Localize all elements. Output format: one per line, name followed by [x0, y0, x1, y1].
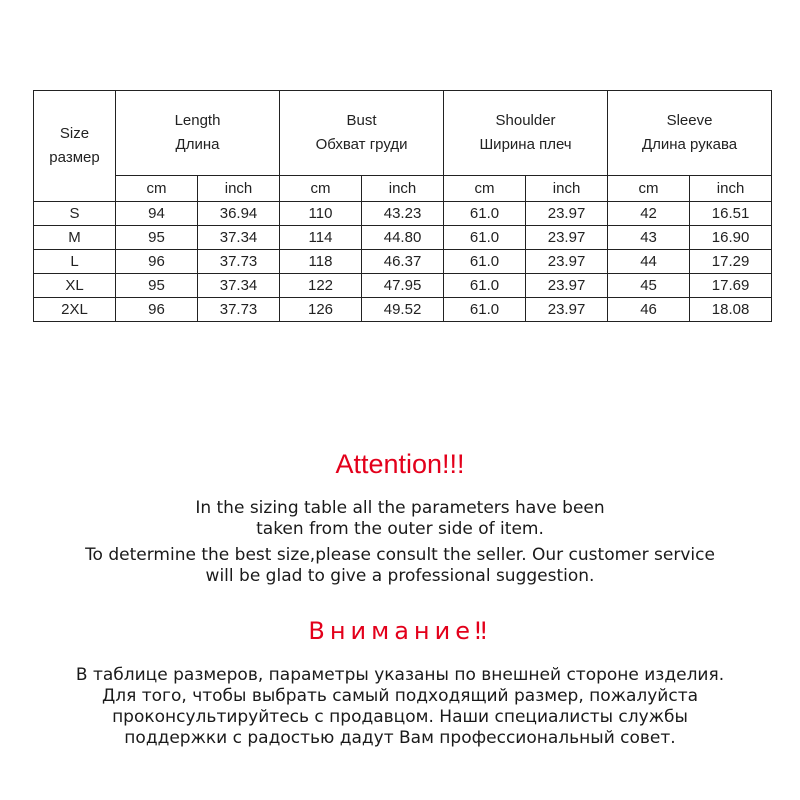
table-cell: 114 — [280, 226, 362, 250]
notice-en-paragraph-1 — [0, 498, 800, 540]
table-cell: 46.37 — [362, 250, 444, 274]
table-cell: 23.97 — [526, 226, 608, 250]
table-cell: 44 — [608, 250, 690, 274]
unit-header: cm — [280, 176, 362, 202]
size-chart-table — [33, 90, 772, 322]
notice-en-line: To determine the best size,please consult the seller. Our customer service — [85, 545, 715, 565]
table-cell: 36.94 — [198, 202, 280, 226]
table-cell: 37.73 — [198, 250, 280, 274]
unit-header: cm — [116, 176, 198, 202]
size-header-en: Size — [59, 125, 90, 142]
table-cell: 96 — [116, 298, 198, 322]
table-cell: 95 — [116, 274, 198, 298]
table-cell: 43 — [608, 226, 690, 250]
table-cell: 16.90 — [690, 226, 772, 250]
size-header — [34, 91, 116, 202]
table-cell: L — [34, 250, 116, 274]
table-cell: 42 — [608, 202, 690, 226]
attention-title-en: Attention!!! — [335, 449, 465, 479]
notice-en-paragraph-2 — [0, 545, 800, 587]
table-cell: 61.0 — [444, 274, 526, 298]
table-cell: S — [34, 202, 116, 226]
table-row — [34, 250, 772, 274]
notice-ru-line: Для того, чтобы выбрать самый подходящий размер, пожалуйста — [101, 686, 699, 706]
table-cell: 61.0 — [444, 250, 526, 274]
notice-en-line: will be glad to give a professional suggestion. — [205, 566, 595, 586]
length-header — [116, 91, 280, 176]
sleeve-header-en: Sleeve — [666, 112, 713, 129]
length-header-ru: Длина — [175, 136, 220, 153]
unit-header: inch — [526, 176, 608, 202]
table-cell: 17.29 — [690, 250, 772, 274]
table-cell: M — [34, 226, 116, 250]
unit-header: inch — [198, 176, 280, 202]
unit-header: cm — [444, 176, 526, 202]
table-cell: 61.0 — [444, 226, 526, 250]
table-cell: 95 — [116, 226, 198, 250]
table-cell: 23.97 — [526, 274, 608, 298]
table-cell: 49.52 — [362, 298, 444, 322]
length-header-en: Length — [174, 112, 221, 129]
header-row-main — [34, 91, 772, 176]
table-cell: 37.73 — [198, 298, 280, 322]
table-cell: 45 — [608, 274, 690, 298]
notice-ru-line: проконсультируйтесь с продавцом. Наши специалисты службы — [112, 707, 688, 727]
notice-en-line: In the sizing table all the parameters have been — [195, 498, 605, 518]
table-cell: 126 — [280, 298, 362, 322]
table-row — [34, 298, 772, 322]
table-cell: 18.08 — [690, 298, 772, 322]
shoulder-header-en: Shoulder — [495, 112, 556, 129]
table-cell: 61.0 — [444, 298, 526, 322]
table-cell: 37.34 — [198, 226, 280, 250]
table-cell: 17.69 — [690, 274, 772, 298]
sleeve-header-ru: Длина рукава — [641, 136, 738, 153]
unit-header: cm — [608, 176, 690, 202]
sleeve-header — [608, 91, 772, 176]
shoulder-header — [444, 91, 608, 176]
table-cell: 16.51 — [690, 202, 772, 226]
notice-ru-line: поддержки с радостью дадут Вам профессиональный совет. — [124, 728, 676, 748]
table-cell: 44.80 — [362, 226, 444, 250]
notice-ru-paragraph — [0, 665, 800, 749]
unit-header: inch — [690, 176, 772, 202]
table-cell: 2XL — [34, 298, 116, 322]
table-row — [34, 202, 772, 226]
table-cell: 110 — [280, 202, 362, 226]
table-cell: 23.97 — [526, 298, 608, 322]
attention-title-ru: Внимание‼ — [308, 617, 492, 645]
table-row — [34, 274, 772, 298]
bust-header — [280, 91, 444, 176]
table-cell: 94 — [116, 202, 198, 226]
header-row-units — [34, 176, 772, 202]
table-cell: 37.34 — [198, 274, 280, 298]
table-cell: 96 — [116, 250, 198, 274]
table-cell: 122 — [280, 274, 362, 298]
table-row — [34, 226, 772, 250]
table-cell: 47.95 — [362, 274, 444, 298]
table-cell: 23.97 — [526, 250, 608, 274]
unit-header: inch — [362, 176, 444, 202]
bust-header-en: Bust — [346, 112, 377, 129]
notice-ru-line: В таблице размеров, параметры указаны по внешней стороне изделия. — [75, 665, 725, 685]
table-cell: 61.0 — [444, 202, 526, 226]
table-cell: 43.23 — [362, 202, 444, 226]
size-header-ru: размер — [49, 149, 100, 166]
shoulder-header-ru: Ширина плеч — [479, 136, 572, 153]
table-cell: 23.97 — [526, 202, 608, 226]
bust-header-ru: Обхват груди — [315, 136, 408, 153]
table-cell: XL — [34, 274, 116, 298]
table-cell: 118 — [280, 250, 362, 274]
table-cell: 46 — [608, 298, 690, 322]
notice-en-line: taken from the outer side of item. — [256, 519, 544, 539]
